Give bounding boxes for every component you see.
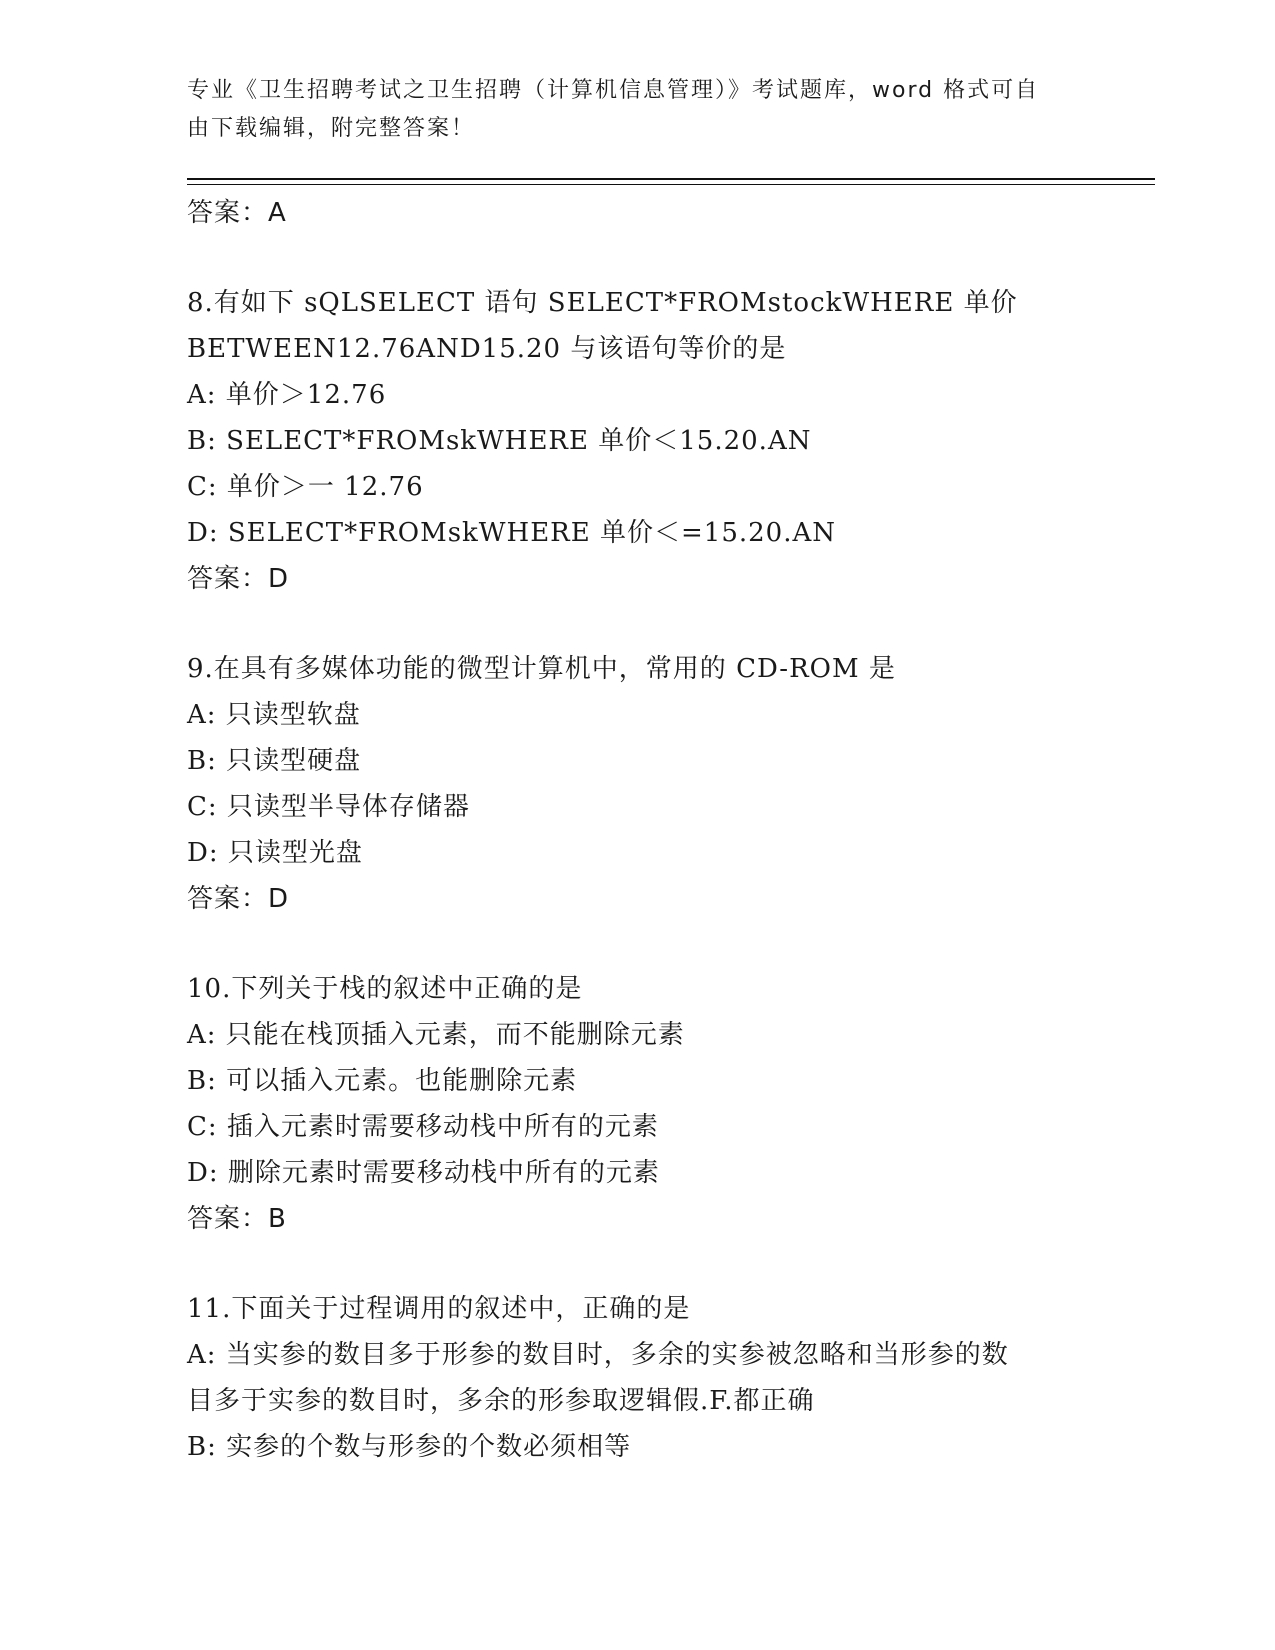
header-divider-thin: [187, 184, 1155, 185]
document-header: [187, 72, 1067, 148]
question-stem: 8.有如下 sQLSELECT 语句 SELECT*FROMstockWHERE 单价: [187, 288, 1018, 318]
option-c: C: 只读型半导体存储器: [187, 792, 470, 822]
option-c: C: 插入元素时需要移动栈中所有的元素: [187, 1112, 659, 1142]
option-c: C: 单价＞一 12.76: [187, 472, 424, 502]
answer: 答案：D: [187, 884, 290, 914]
header-line-1: 专业《卫生招聘考试之卫生招聘（计算机信息管理）》考试题库，word 格式可自: [187, 78, 1040, 103]
option-a: A: 当实参的数目多于形参的数目时，多余的实参被忽略和当形参的数: [187, 1340, 1009, 1370]
option-a: A: 只读型软盘: [187, 700, 361, 730]
option-d: D: SELECT*FROMskWHERE 单价＜=15.20.AN: [187, 518, 836, 548]
option-b: B: 可以插入元素。也能删除元素: [187, 1066, 578, 1096]
option-a: A: 单价＞12.76: [187, 380, 387, 410]
answer: 答案：B: [187, 1204, 287, 1234]
question-stem: 11.下面关于过程调用的叙述中，正确的是: [187, 1294, 691, 1324]
question-11: [187, 1286, 1087, 1470]
option-d: D: 只读型光盘: [187, 838, 363, 868]
question-stem: 9.在具有多媒体功能的微型计算机中，常用的 CD-ROM 是: [187, 654, 896, 684]
question-list: [187, 190, 1087, 1470]
question-stem: 10.下列关于栈的叙述中正确的是: [187, 974, 583, 1004]
answer: 答案：D: [187, 564, 290, 594]
question-10: [187, 966, 1087, 1242]
option-b: B: 实参的个数与形参的个数必须相等: [187, 1432, 632, 1462]
question-stem-continued: BETWEEN12.76AND15.20 与该语句等价的是: [187, 334, 787, 364]
header-divider-thick: [187, 178, 1155, 180]
question-9: [187, 646, 1087, 922]
option-d: D: 删除元素时需要移动栈中所有的元素: [187, 1158, 660, 1188]
question-8: [187, 280, 1087, 602]
previous-answer: 答案：A: [187, 198, 287, 228]
option-b: B: 只读型硬盘: [187, 746, 362, 776]
header-line-2: 由下载编辑，附完整答案！: [187, 116, 476, 141]
option-b: B: SELECT*FROMskWHERE 单价＜15.20.AN: [187, 426, 812, 456]
option-a: A: 只能在栈顶插入元素，而不能删除元素: [187, 1020, 685, 1050]
option-a-continued: 目多于实参的数目时，多余的形参取逻辑假.F.都正确: [187, 1386, 815, 1416]
